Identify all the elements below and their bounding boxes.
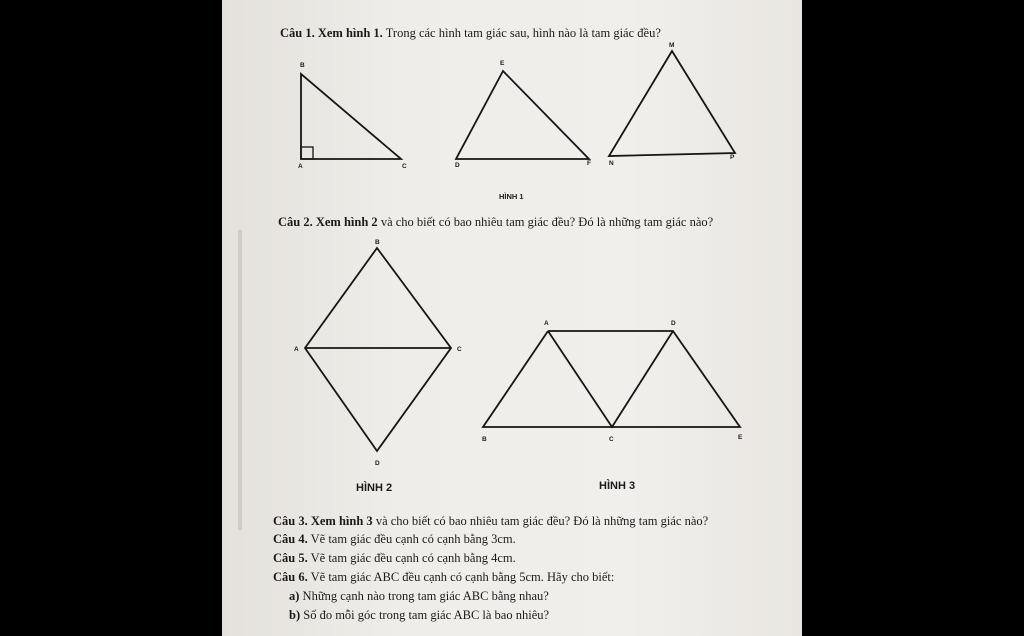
question-6	[273, 570, 614, 585]
label-n-fig1: N	[609, 160, 614, 167]
question-3	[273, 514, 708, 529]
caption-figure-3: HÌNH 3	[599, 480, 636, 492]
question-3-text: và cho biết có bao nhiêu tam giác đều? Đó là những tam giác nào?	[372, 514, 709, 528]
label-d-fig1: D	[455, 162, 460, 169]
right-angle-mark	[301, 147, 313, 159]
question-6b	[289, 608, 549, 623]
question-2-text: và cho biết có bao nhiêu tam giác đều? Đó là những tam giác nào?	[377, 215, 714, 229]
label-d-fig3: D	[671, 320, 676, 327]
question-4	[273, 532, 516, 547]
question-5	[273, 551, 516, 566]
label-p-fig1: P	[730, 154, 735, 161]
label-b-fig1: B	[300, 62, 305, 69]
rhombus-abcd	[305, 248, 451, 451]
figure-3-outline	[483, 331, 740, 427]
question-6a-text: Những cạnh nào trong tam giác ABC bằng nhau?	[299, 589, 549, 603]
question-3-lead: Xem hình 3	[310, 514, 373, 528]
triangle-def	[456, 71, 589, 159]
label-c-fig1: C	[402, 163, 407, 170]
triangle-abc	[301, 74, 401, 159]
figure-3-inner-lines	[548, 331, 673, 427]
question-6-text: Vẽ tam giác ABC đều cạnh có cạnh bằng 5cm. Hãy cho biết:	[307, 570, 615, 584]
question-6b-text: Số đo mỗi góc trong tam giác ABC là bao nhiêu?	[300, 608, 550, 622]
question-1-text: Trong các hình tam giác sau, hình nào là tam giác đều?	[382, 26, 661, 40]
caption-figure-1: HÌNH 1	[499, 192, 524, 201]
question-6-number: Câu 6.	[273, 570, 308, 584]
label-e-fig3: E	[738, 434, 743, 441]
label-e-fig1: E	[500, 60, 505, 67]
label-b-fig2: B	[375, 239, 380, 246]
question-3-number: Câu 3.	[273, 514, 308, 528]
question-5-text: Vẽ tam giác đều cạnh có cạnh bằng 4cm.	[307, 551, 516, 565]
label-a-fig3: A	[544, 320, 549, 327]
question-1-lead: Xem hình 1.	[317, 26, 383, 40]
label-b-fig3: B	[482, 436, 487, 443]
question-1-number: Câu 1.	[280, 26, 315, 40]
caption-figure-2: HÌNH 2	[356, 482, 393, 494]
question-4-number: Câu 4.	[273, 532, 308, 546]
question-2-number: Câu 2.	[278, 215, 313, 229]
question-2-lead: Xem hình 2	[315, 215, 378, 229]
question-2	[278, 215, 713, 230]
triangle-mnp	[609, 51, 735, 156]
label-a-fig1: A	[298, 163, 303, 170]
label-m-fig1: M	[669, 42, 675, 49]
label-a-fig2: A	[294, 346, 299, 353]
question-5-number: Câu 5.	[273, 551, 308, 565]
question-6b-number: b)	[289, 608, 301, 622]
question-4-text: Vẽ tam giác đều cạnh có cạnh bằng 3cm.	[307, 532, 516, 546]
question-6a-number: a)	[289, 589, 300, 603]
label-f-fig1: F	[587, 160, 591, 167]
label-c-fig2: C	[457, 346, 462, 353]
label-c-fig3: C	[609, 436, 614, 443]
label-d-fig2: D	[375, 460, 380, 467]
question-6a	[289, 589, 549, 604]
